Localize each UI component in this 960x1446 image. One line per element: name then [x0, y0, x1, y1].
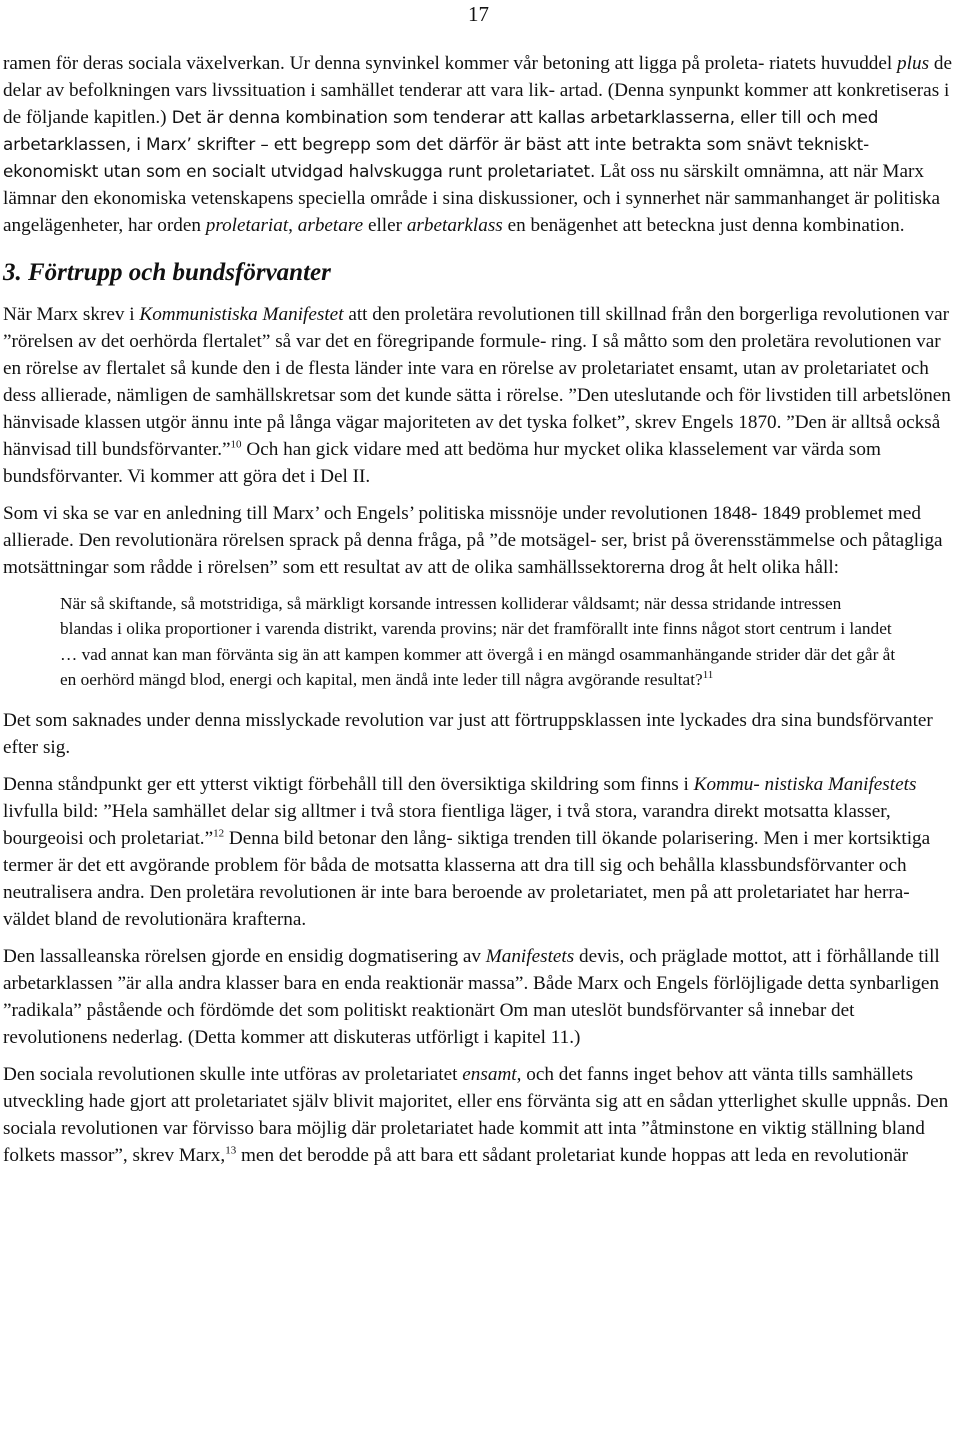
section-heading: 3. Förtrupp och bundsförvanter: [3, 259, 331, 286]
p6-text-1: Den lassalleanska rörelsen gjorde en ensidig dogmatisering av: [3, 945, 486, 967]
footnote-ref-13[interactable]: 13: [225, 1144, 237, 1157]
paragraph-5: [3, 771, 957, 933]
p5-emphasis-manifest: Kommu- nistiska Manifestets: [693, 773, 917, 795]
p2-text-3: Och han gick vidare med att bedöma hur mycket olika klasselement var värda som bundsförvanter. Vi kommer att göra det i Del II.: [3, 439, 881, 487]
p1-text-4: Låt oss nu särskilt omnämna, att när Marx lämnar den ekonomiska vetenskapens speciella område i sina diskussioner, och i synnerhet när sammanhanget är politiska angelägenheter, har orden: [3, 161, 941, 236]
p4-text-1: Det som saknades under denna misslyckade revolution var just att förtruppsklassen inte lyckades dra sina bundsförvanter efter sig.: [3, 709, 933, 758]
p1-emphasis-arbetare: arbetare: [297, 215, 364, 236]
p1-text-3-sans: Det är denna kombination som tenderar att kallas arbetarklasserna, eller till och med arbetarklassen, i Marx’ skrifter – ett begrepp som det därför är bäst att inte betrakta som snävt tekniskt-ekonomiskt utan som en socialt utvidgad halvskugga runt proletariatet.: [3, 107, 879, 181]
p5-text-1: Denna ståndpunkt ger ett ytterst viktigt förbehåll till den översiktiga skildring som finns i: [3, 773, 694, 795]
paragraph-2: [3, 301, 957, 490]
p1-emphasis-arbetarklass: arbetarklass: [406, 215, 503, 236]
p1-emphasis-plus: plus: [897, 53, 930, 74]
paragraph-4: [3, 707, 957, 761]
block-quote: [60, 591, 897, 693]
paragraph-7: [3, 1061, 957, 1169]
p7-text-3: men det berodde på att bara ett sådant proletariat kunde hoppas att leda en revolutionär: [236, 1144, 909, 1166]
p6-text-2: devis, och präglade mottot, att i förhållande till arbetarklassen ”är alla andra klasser bara en enda reaktionär massa”. Både Marx och Engels förlöjligade detta synbarligen ”radikala” påstående och fördömde det som politiskt reaktionärt Om man uteslöt bundsförvanter så innebar det revolutionens nederlag. (Detta kommer att diskuteras utförligt i kapitel 11.): [3, 945, 940, 1048]
p1-text-1: ramen för deras sociala växelverkan. Ur denna synvinkel kommer vår betoning att ligga på proleta- riatets huvuddel: [3, 53, 898, 74]
p5-text-3: Denna bild betonar den lång- siktiga trenden till ökande polarisering. Men i mer kortsiktiga termer är det ett avgörande problem för båda de motsatta klasserna att dra till sig och behålla klassbundsförvanter och neutralisera andra. Den proletära revolutionen är inte bara beroende av proletariatet, men på att proletariatet har herra- väldet bland de revolutionära krafterna.: [3, 827, 931, 930]
paragraph-3: [3, 500, 957, 581]
p2-emphasis-manifest: Kommunistiska Manifestet: [139, 304, 344, 325]
footnote-ref-11[interactable]: 11: [702, 669, 714, 682]
p1-text-5: ,: [288, 215, 298, 236]
page-body: [3, 50, 957, 1179]
p3-text-1: Som vi ska se var en anledning till Marx’ och Engels’ politiska missnöje under revolutionen 1848- 1849 problemet med allierade. Den revolutionära rörelsen sprack på denna fråga, på ”de motsägel- ser, brist på överensstämmelse och påtagliga motsättningar som rådde i rörelsen” som ett resultat av att de olika samhällssektorerna drog åt helt olika håll:: [3, 503, 943, 578]
page-number: 17: [468, 2, 489, 26]
p6-emphasis-manifestets: Manifestets: [485, 945, 575, 967]
p1-text-7: en benägenhet att beteckna just denna kombination.: [502, 215, 905, 236]
quote-text: När så skiftande, så motstridiga, så märkligt korsande intressen kolliderar våldsamt; när dessa stridande intressen blandas i olika proportioner i varenda distrikt, varenda provins; när det framförallt inte finns något stort centrum i landet … vad annat kan man förvänta sig än att kampen kommer att övergå i en mängd osammanhängande strider där det går åt en oerhörd mängd blod, energi och kapital, men ändå inte leder till några avgörande resultat?: [60, 594, 896, 690]
p7-text-1: Den sociala revolutionen skulle inte utföras av proletariatet: [3, 1063, 463, 1085]
p1-text-6: eller: [363, 215, 407, 236]
p7-text-2: , och det fanns inget behov att vänta tills samhällets utveckling hade gjort att proletariatet själv blivit majoritet, eller ens förvänta sig att en sådan ytterlighet skulle uppnås. Den sociala revolutionen var förvisso bara möjlig där proletariatet hade kommit att inta ”åtminstone en viktig ställning bland folkets massor”, skrev Marx,: [3, 1063, 949, 1166]
paragraph-6: [3, 943, 957, 1051]
p2-text-2: att den proletära revolutionen till skillnad från den borgerliga revolutionen var ”rörelsen av det oerhörda flertalet” så var det en föregripande formule- ring. I så måtto som den proletära revolutionen var en rörelse av flertalet så kunde den i de flesta länder inte vara en rörelse av proletariatet ensamt, utan av proletariatet och dess allierade, nämligen de samhällskretsar som det kunde sätta i rörelse. ”Den uteslutande och för livstiden till arbetslönen hänvisade klassen utgör ännu inte på långa vägar majoriteten av det tyska folket”, skrev Engels 1870. ”Den är alltså också hänvisad till bundsförvanter.”: [3, 304, 951, 460]
p1-text-2: de delar av befolkningen vars livssituation i samhället tenderar att vara lik- artad. (Denna synpunkt kommer att konkretiseras i de följande kapitlen.): [3, 53, 952, 128]
paragraph-1: [3, 50, 957, 239]
p5-text-2: livfulla bild: ”Hela samhället delar sig alltmer i två stora fientliga läger, i två stora, varandra direkt motsatta klasser, bourgeoisi och proletariat.”: [3, 800, 891, 849]
footnote-ref-12[interactable]: 12: [213, 827, 225, 840]
footnote-ref-10[interactable]: 10: [230, 438, 242, 451]
p2-text-1: När Marx skrev i: [3, 304, 140, 325]
p1-emphasis-proletariat: proletariat: [205, 215, 289, 236]
p7-emphasis-ensamt: ensamt: [462, 1063, 517, 1085]
